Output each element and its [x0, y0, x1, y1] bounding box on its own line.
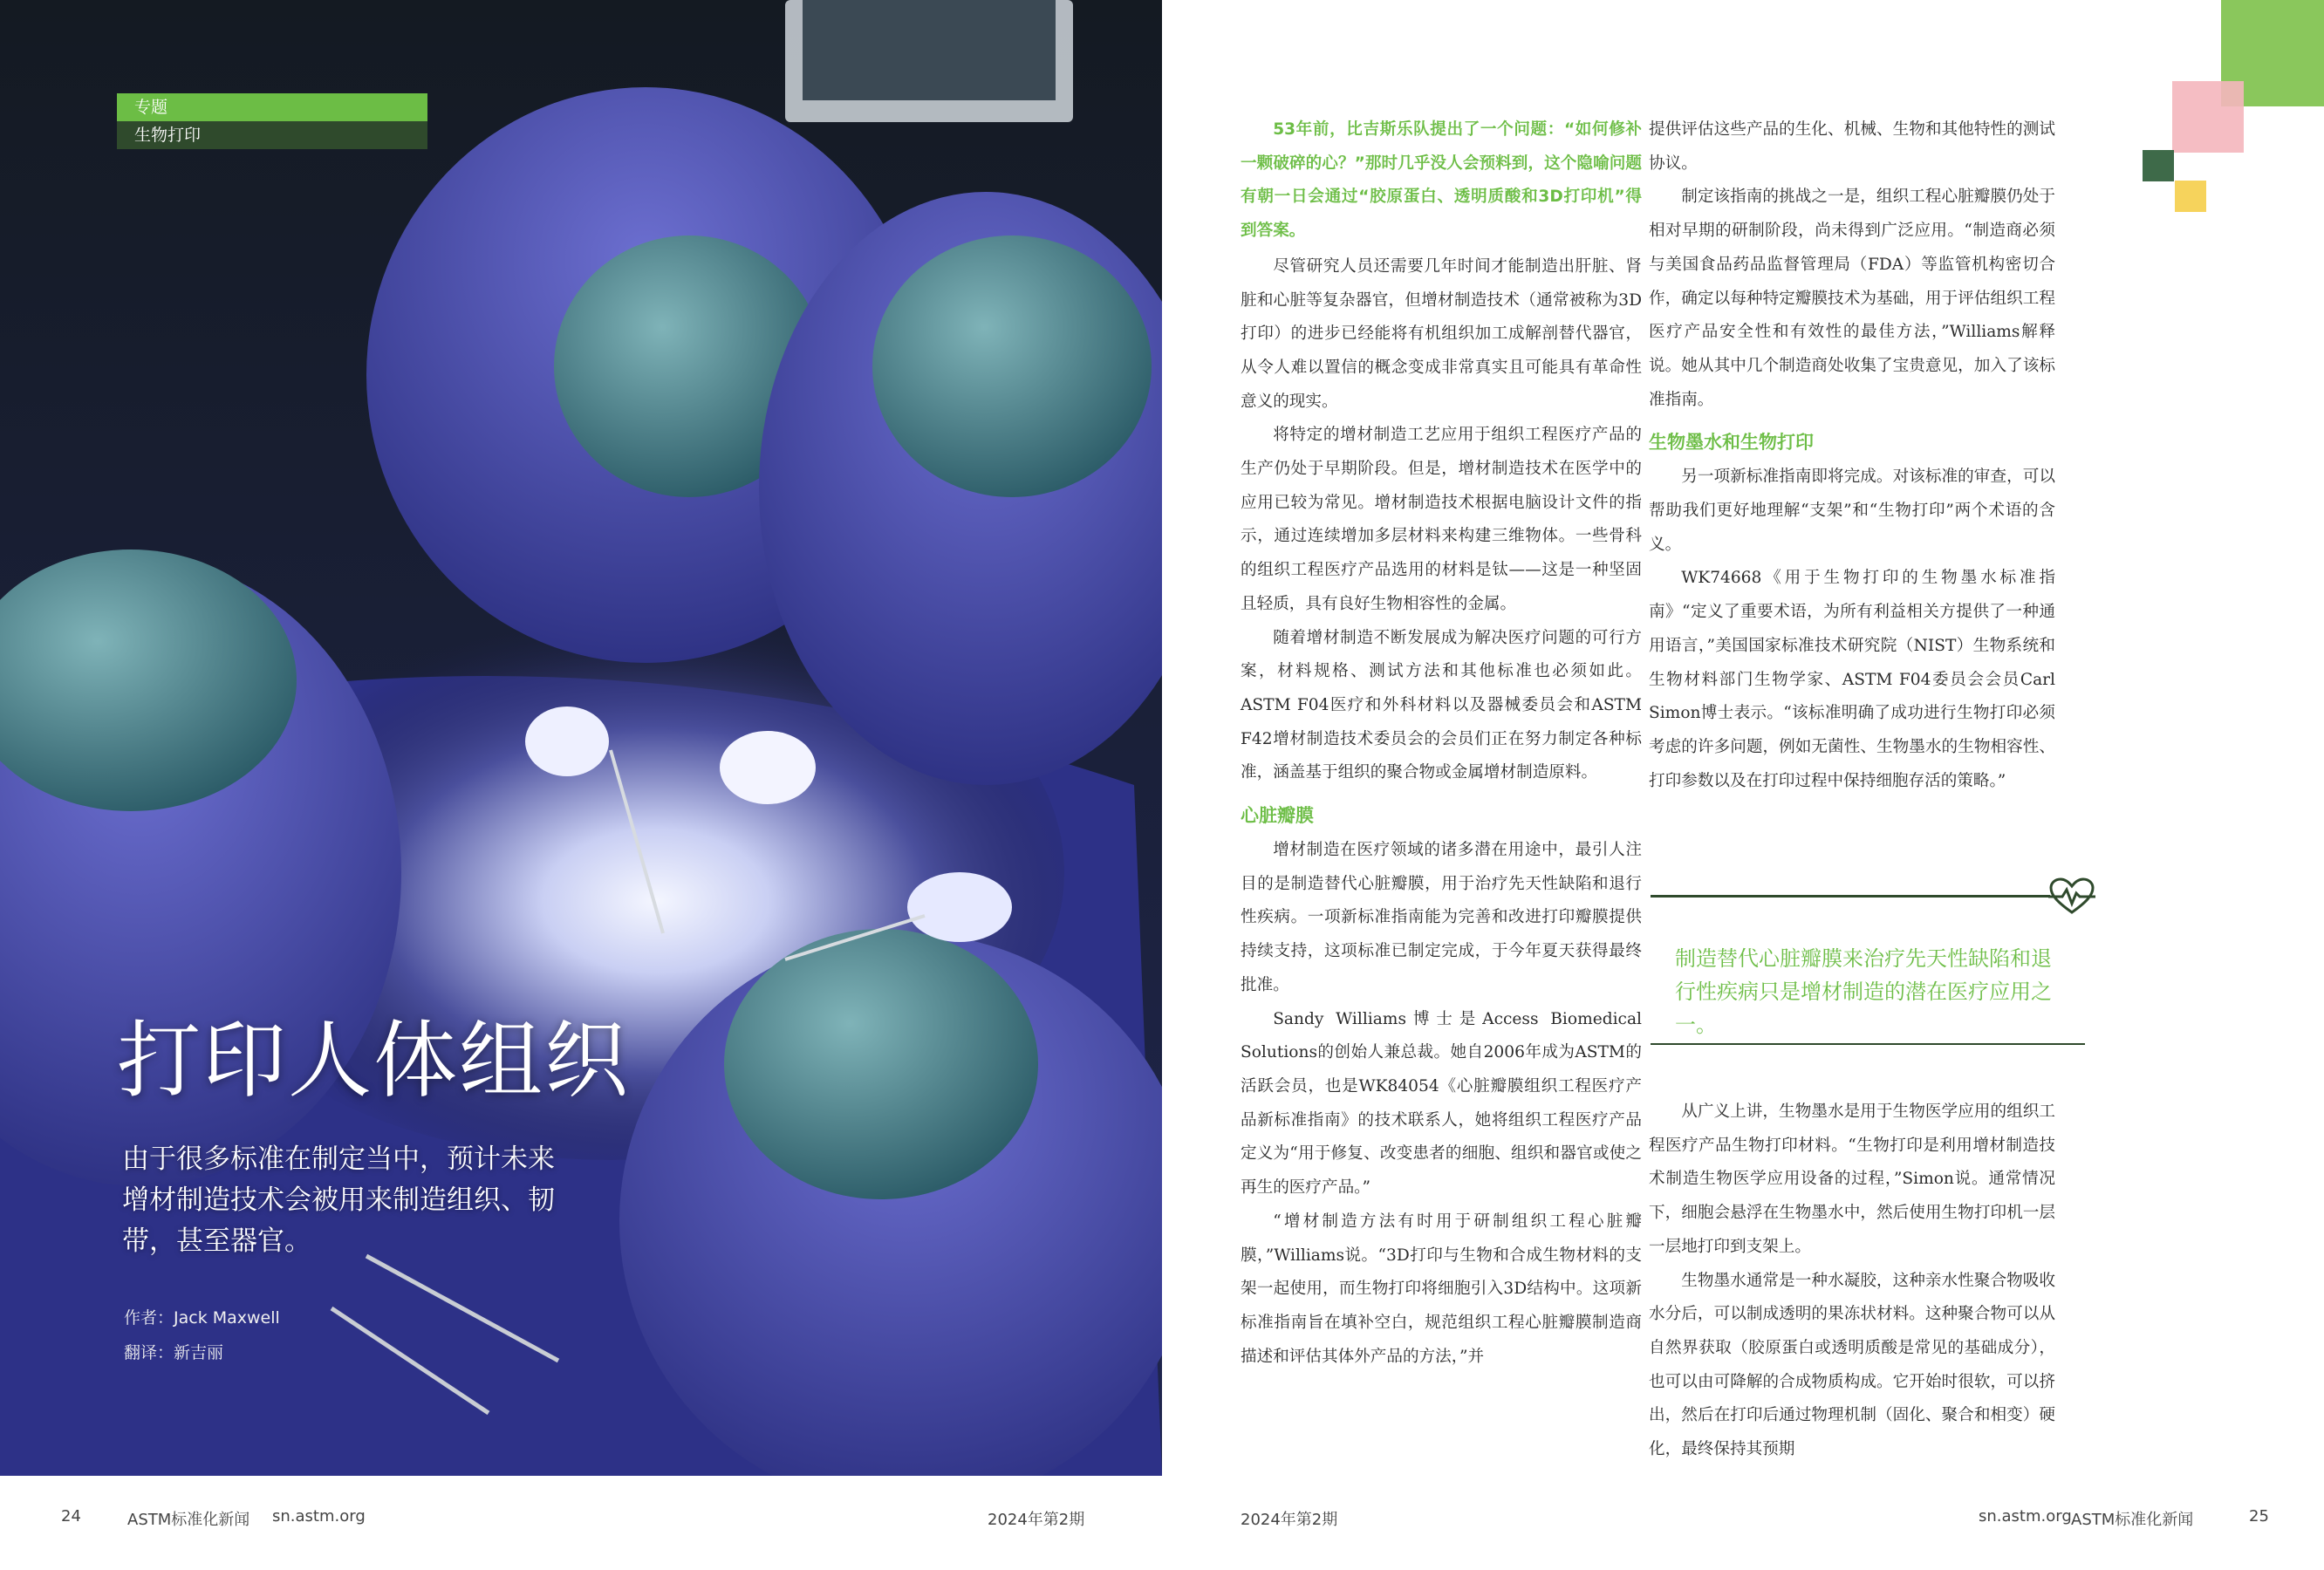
text-column-right [1649, 113, 2055, 798]
body-paragraph: 增材制造在医疗领域的诸多潜在用途中，最引人注目的是制造替代心脏瓣膜，用于治疗先天性缺陷和退行性疾病。一项新标准指南能为完善和改进打印瓣膜提供持续支持，这项标准已制定完成，于今年夏天获得最终批准。 [1241, 841, 1642, 994]
deco-square-pink [2172, 81, 2244, 153]
deco-square-yellow [2175, 181, 2206, 212]
right-page [1183, 0, 2324, 1570]
body-paragraph: 生物墨水通常是一种水凝胶，这种亲水性聚合物吸收水分后，可以制成透明的果冻状材料。这种聚合物可以从自然界获取（胶原蛋白或透明质酸是常见的基础成分），也可以由可降解的合成物质构成。它开始时很软，可以挤出，然后在打印后通过物理机制（固化、聚合和相变）硬化，最终保持其预期 [1649, 1271, 2055, 1459]
body-paragraph: 从广义上讲，生物墨水是用于生物医学应用的组织工程医疗产品生物打印材料。“生物打印是利用增材制造技术制造生物医学应用设备的过程，”Simon说。通常情况下，细胞会悬浮在生物墨水中，然后使用生物打印机一层一层地打印到支架上。 [1649, 1102, 2055, 1256]
byline-author: 作者：Jack Maxwell [124, 1308, 280, 1328]
subhead-bioink: 生物墨水和生物打印 [1649, 432, 1814, 454]
folio-page-number: 24 [61, 1507, 81, 1526]
pull-quote-rule-top [1651, 895, 2050, 898]
folio-page-number: 25 [2249, 1507, 2269, 1526]
folio-publication: ASTM标准化新闻 [2071, 1511, 2194, 1529]
article-deck: 由于很多标准在制定当中，预计未来增材制造技术会被用来制造组织、韧带，甚至器官。 [122, 1143, 555, 1257]
body-paragraph: 另一项新标准指南即将完成。对该标准的审查，可以帮助我们更好地理解“支架”和“生物打印”两个术语的含义。 [1649, 468, 2055, 554]
body-paragraph: 尽管研究人员还需要几年时间才能制造出肝脏、肾脏和心脏等复杂器官，但增材制造技术（通常被称为3D打印）的进步已经能将有机组织加工成解剖替代器官，从令人难以置信的概念变成非常真实且可能具有革命性意义的现实。 [1241, 256, 1642, 411]
subhead-heart-valve: 心脏瓣膜 [1241, 805, 1314, 827]
article-title: 打印人体组织 [117, 1012, 630, 1109]
body-paragraph: WK74668《用于生物打印的生物墨水标准指南》“定义了重要术语，为所有利益相关方提供了一种通用语言，”美国国家标准技术研究院（NIST）生物系统和生物材料部门生物学家、ASTM F04委员会会员Carl Simon博士表示。“该标准明确了成功进行生物打印必须考虑的许多问题，例如无菌性、生物墨水的生物相容性、打印参数以及在打印过程中保持细胞存活的策略。” [1649, 569, 2055, 790]
body-paragraph: Sandy Williams博士是Access Biomedical Solutions的创始人兼总裁。她自2006年成为ASTM的活跃会员，也是WK84054《心脏瓣膜组织工程医疗产品新标准指南》的技术联系人，她将组织工程医疗产品定义为“用于修复、改变患者的细胞、组织和器官或使之再生的医疗产品。” [1241, 1009, 1642, 1198]
section-subtag: 生物打印 [117, 121, 427, 149]
folio-publication: ASTM标准化新闻 [127, 1511, 250, 1529]
folio-issue: 2024年第2期 [1241, 1511, 1338, 1529]
body-paragraph: “增材制造方法有时用于研制组织工程心脏瓣膜，”Williams说。“3D打印与生物和合成生物材料的支架一起使用，而生物打印将细胞引入3D结构中。这项新标准指南旨在填补空白，规范组织工程心脏瓣膜制造商描述和评估其体外产品的方法，”并 [1241, 1212, 1642, 1366]
heart-rate-icon [2048, 877, 2095, 916]
body-paragraph: 将特定的增材制造工艺应用于组织工程医疗产品的生产仍处于早期阶段。但是，增材制造技术在医学中的应用已较为常见。增材制造技术根据电脑设计文件的指示，通过连续增加多层材料来构建三维物体。一些骨科的组织工程医疗产品选用的材料是钛——这是一种坚固且轻质，具有良好生物相容性的金属。 [1241, 426, 1642, 613]
folio-site: sn.astm.org [272, 1507, 366, 1526]
body-paragraph: 提供评估这些产品的生化、机械、生物和其他特性的测试协议。 [1649, 120, 2055, 173]
pull-quote: 制造替代心脏瓣膜来治疗先天性缺陷和退行性疾病只是增材制造的潜在医疗应用之一。 [1675, 946, 2052, 1037]
pull-quote-rule-bottom [1651, 1043, 2085, 1045]
folio-site: sn.astm.org [1979, 1507, 2072, 1526]
text-column-left [1241, 113, 1642, 1374]
folio-issue: 2024年第2期 [988, 1511, 1085, 1529]
byline-translator: 翻译：新吉丽 [124, 1343, 224, 1362]
section-tag: 专题 [117, 93, 427, 121]
text-column-right-lower [1649, 1096, 2055, 1467]
body-paragraph: 制定该指南的挑战之一是，组织工程心脏瓣膜仍处于相对早期的研制阶段，尚未得到广泛应用。“制造商必须与美国食品药品监督管理局（FDA）等监管机构密切合作，确定以每种特定瓣膜技术为基础，用于评估组织工程医疗产品安全性和有效性的最佳方法，”Williams解释说。她从其中几个制造商处收集了宝贵意见，加入了该标准指南。 [1649, 188, 2055, 409]
body-paragraph: 随着增材制造不断发展成为解决医疗问题的可行方案，材料规格、测试方法和其他标准也必须如此。ASTM F04医疗和外科材料以及器械委员会和ASTM F42增材制造技术委员会的会员们正在努力制定各种标准，涵盖基于组织的聚合物或金属增材制造原料。 [1241, 628, 1642, 782]
article-intro: 53年前，比吉斯乐队提出了一个问题：“如何修补一颗破碎的心？”那时几乎没人会预料到，这个隐喻问题有朝一日会通过“胶原蛋白、透明质酸和3D打印机”得到答案。 [1241, 120, 1642, 241]
deco-square-dark-green [2143, 150, 2174, 181]
